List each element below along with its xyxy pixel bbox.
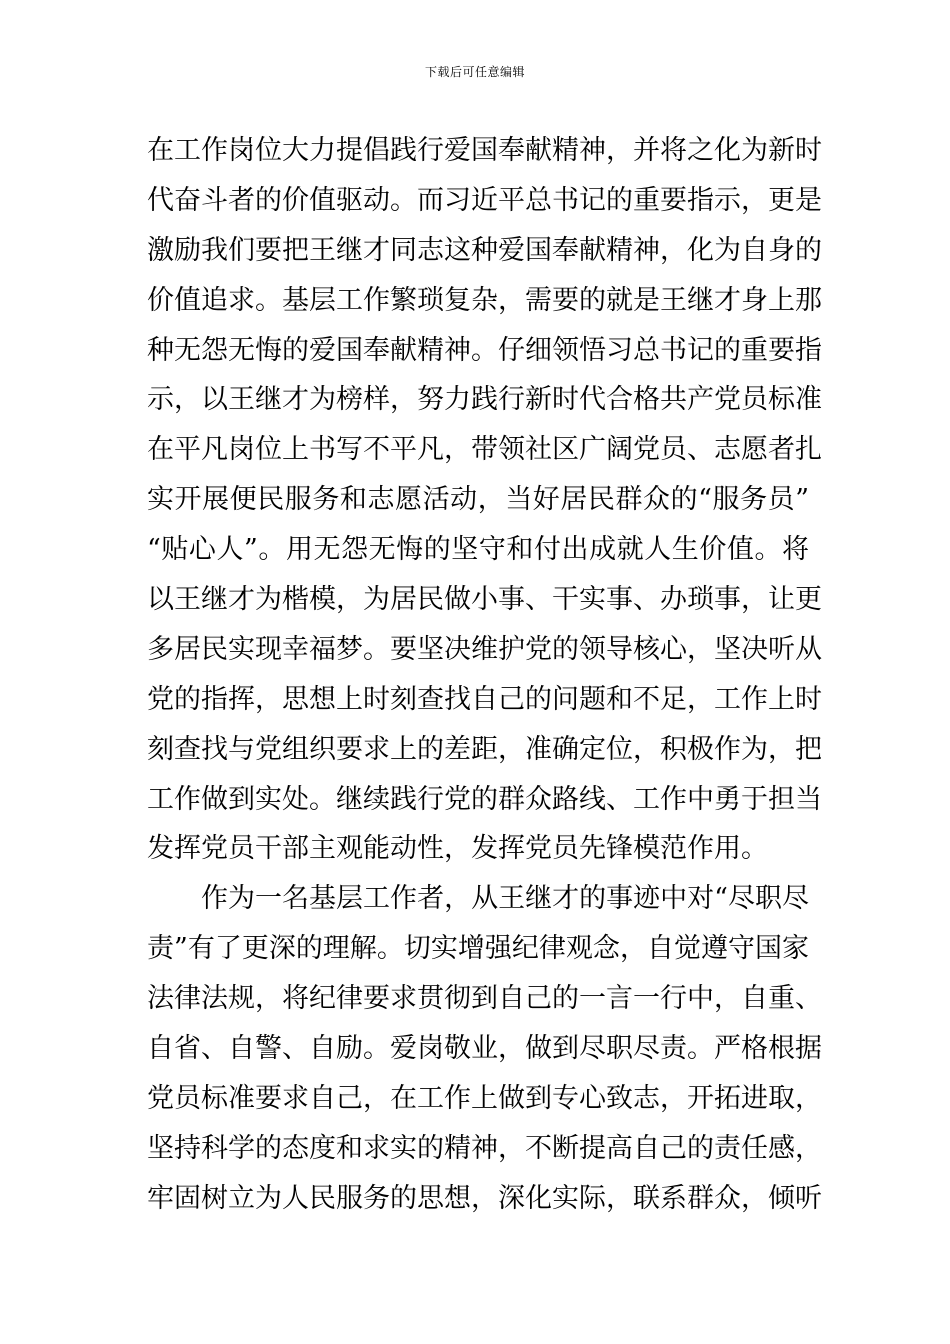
text-line: 在平凡岗位上书写不平凡，带领社区广阔党员、志愿者扎 bbox=[147, 434, 822, 466]
document-body bbox=[147, 126, 822, 1224]
text-line: 法律法规，将纪律要求贯彻到自己的一言一行中，自重、 bbox=[147, 983, 822, 1015]
paragraph-1 bbox=[147, 126, 822, 874]
text-line: 激励我们要把王继才同志这种爱国奉献精神，化为自身的 bbox=[147, 234, 822, 266]
text-line: 坚持科学的态度和求实的精神，不断提高自己的责任感， bbox=[147, 1132, 822, 1164]
text-line: 多居民实现幸福梦。要坚决维护党的领导核心，坚决听从 bbox=[147, 633, 822, 665]
text-line: 责”有了更深的理解。切实增强纪律观念，自觉遵守国家 bbox=[147, 933, 809, 965]
text-line: 作为一名基层工作者，从王继才的事迹中对“尽职尽 bbox=[201, 883, 809, 915]
page-header-note: 下载后可任意编辑 bbox=[424, 65, 525, 79]
text-line: 以王继才为楷模，为居民做小事、干实事、办琐事，让更 bbox=[147, 584, 822, 616]
text-line: “贴心人”。用无怨无悔的坚守和付出成就人生价值。将 bbox=[147, 534, 809, 566]
text-line: 党的指挥，思想上时刻查找自己的问题和不足，工作上时 bbox=[147, 683, 822, 715]
text-line: 牢固树立为人民服务的思想，深化实际，联系群众，倾听 bbox=[147, 1182, 822, 1214]
text-line: 在工作岗位大力提倡践行爱国奉献精神，并将之化为新时 bbox=[147, 135, 822, 166]
text-line: 工作做到实处。继续践行党的群众路线、工作中勇于担当 bbox=[147, 783, 822, 815]
text-line: 代奋斗者的价值驱动。而习近平总书记的重要指示，更是 bbox=[147, 184, 822, 216]
text-line: 种无怨无悔的爱国奉献精神。仔细领悟习总书记的重要指 bbox=[147, 334, 822, 366]
text-line: 自省、自警、自励。爱岗敬业，做到尽职尽责。严格根据 bbox=[147, 1033, 822, 1065]
text-line: 发挥党员干部主观能动性，发挥党员先锋模范作用。 bbox=[147, 833, 768, 865]
text-line: 价值追求。基层工作繁琐复杂，需要的就是王继才身上那 bbox=[147, 284, 822, 316]
paragraph-2 bbox=[147, 874, 822, 1223]
text-line: 实开展便民服务和志愿活动，当好居民群众的“服务员” bbox=[147, 484, 809, 516]
text-line: 示，以王继才为榜样，努力践行新时代合格共产党员标准 bbox=[147, 384, 822, 416]
text-line: 刻查找与党组织要求上的差距，准确定位，积极作为，把 bbox=[147, 733, 822, 765]
text-line: 党员标准要求自己，在工作上做到专心致志，开拓进取， bbox=[147, 1082, 822, 1114]
